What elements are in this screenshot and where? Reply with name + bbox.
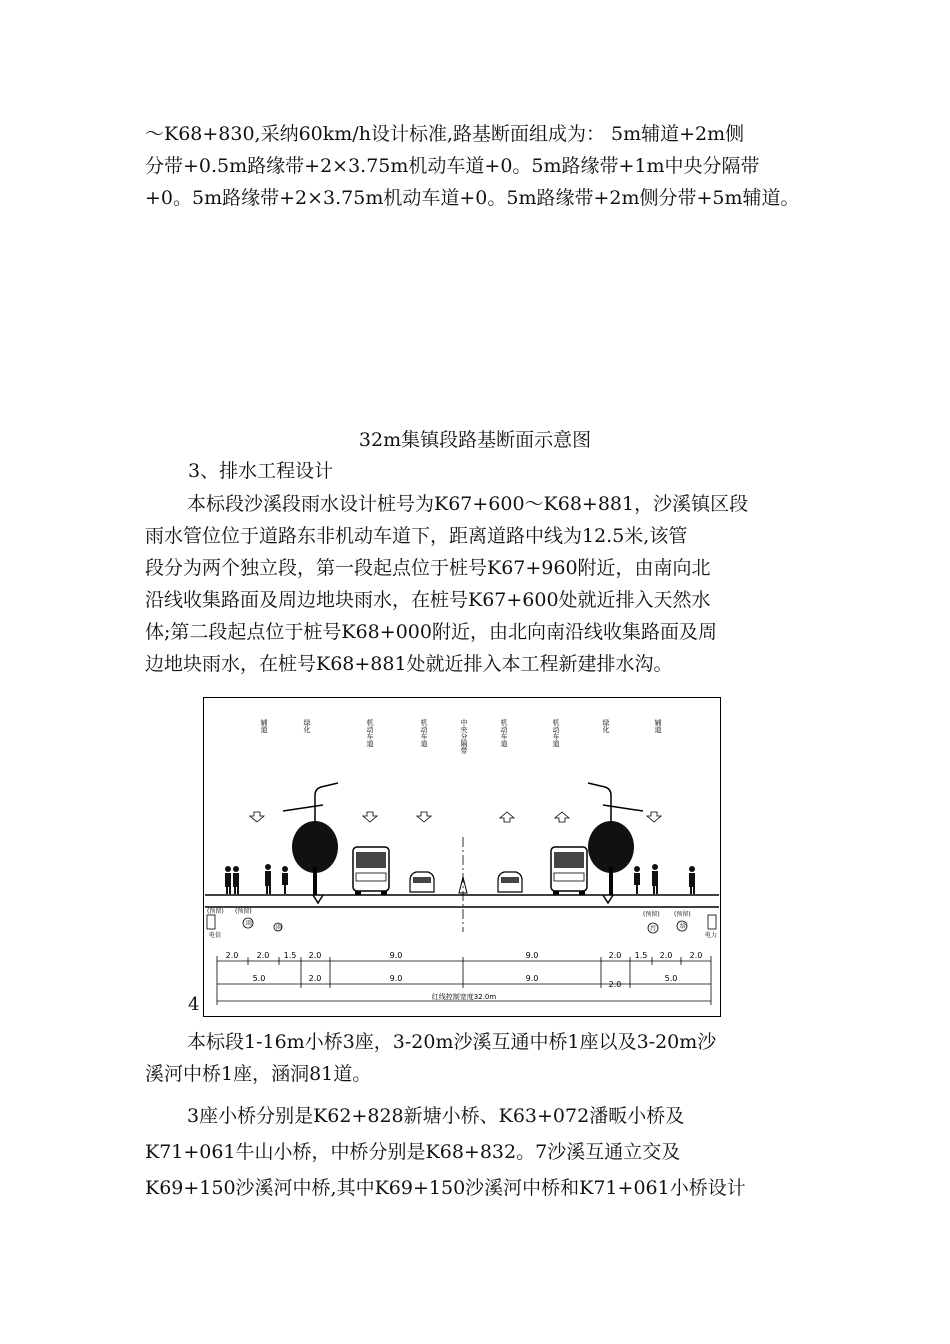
- dimension-label: 2.0: [659, 951, 673, 960]
- lane-label: 绿化: [303, 719, 311, 733]
- lane-label: 机动车道: [500, 719, 508, 747]
- lane-label: 机动车道: [420, 719, 428, 747]
- pipe-label: 雨: [246, 920, 253, 927]
- pipe-label: 污: [650, 925, 657, 932]
- car-icon: [498, 872, 522, 892]
- dimension-label: 2.0: [225, 951, 239, 960]
- total-width-label: 红线控制宽度32.0m: [431, 993, 497, 1001]
- drainage-line: 沿线收集路面及周边地块雨水，在桩号K67+600处就近排入天然水: [145, 589, 711, 611]
- drainage-line: 本标段沙溪段雨水设计桩号为K67+600～K68+881，沙溪镇区段: [187, 493, 749, 515]
- pipe-label: (预留): [643, 911, 660, 918]
- section-heading: 3、排水工程设计: [188, 460, 334, 482]
- dimension-label: 2.0: [256, 951, 270, 960]
- intro-line: 分带+0.5m路缘带+2×3.75m机动车道+0。5m路缘带+1m中央分隔带: [145, 155, 760, 177]
- pipe-label: 电力: [705, 932, 718, 939]
- lane-label: 辅道: [260, 719, 268, 733]
- bus-icon: [353, 847, 389, 895]
- figure-number: 4: [188, 994, 200, 1015]
- dimension-label: 2.0: [608, 951, 622, 960]
- pipe-label: (预留): [235, 908, 252, 915]
- bridge-line: 本标段1-16m小桥3座，3-20m沙溪互通中桥1座以及3-20m沙: [187, 1031, 717, 1053]
- drainage-line: 边地块雨水，在桩号K68+881处就近排入本工程新建排水沟。: [145, 653, 673, 675]
- dimension-label: 9.0: [389, 951, 403, 960]
- intro-paragraph: [145, 118, 805, 214]
- road-cross-section-diagram: [203, 697, 721, 1017]
- figure-caption: 32m集镇段路基断面示意图: [358, 429, 592, 451]
- bridge-line: K69+150沙溪河中桥,其中K69+150沙溪河中桥和K71+061小桥设计: [145, 1177, 746, 1199]
- dimension-label: 2.0: [308, 974, 322, 983]
- pipe-label: (预留): [207, 908, 224, 915]
- intro-line: ～K68+830,采纳60km/h设计标准,路基断面组成为： 5m辅道+2m侧: [145, 123, 745, 145]
- bridge-line: K71+061牛山小桥，中桥分别是K68+832。7沙溪互通立交及: [145, 1141, 681, 1163]
- drainage-line: 段分为两个独立段，第一段起点位于桩号K67+960附近，由南向北: [145, 557, 711, 579]
- drainage-line: 雨水管位位于道路东非机动车道下，距离道路中线为12.5米,该管: [145, 525, 688, 547]
- lane-label: 绿化: [602, 719, 610, 733]
- dimension-label: 2.0: [608, 980, 622, 989]
- lane-label: 辅道: [654, 719, 662, 733]
- lane-label: 机动车道: [552, 719, 560, 747]
- bridge-paragraph-2: [145, 1098, 805, 1206]
- dimension-label: 9.0: [389, 974, 403, 983]
- drainage-line: 体;第二段起点位于桩号K68+000附近，由北向南沿线收集路面及周: [145, 621, 717, 643]
- dimension-label: 1.5: [283, 951, 297, 960]
- pipe-label: 给: [680, 923, 687, 930]
- dimension-label: 9.0: [525, 951, 539, 960]
- dimension-label: 1.5: [634, 951, 648, 960]
- pipe-label: (预留): [674, 911, 691, 918]
- pipe-label: 电信: [209, 932, 222, 939]
- bridge-line: 溪河中桥1座，涵洞81道。: [145, 1063, 372, 1085]
- car-icon: [410, 872, 434, 892]
- intro-line: +0。5m路缘带+2×3.75m机动车道+0。5m路缘带+2m侧分带+5m辅道。: [145, 187, 800, 209]
- dimension-label: 2.0: [689, 951, 703, 960]
- dimension-label: 5.0: [664, 974, 678, 983]
- lane-label: 中央分隔带: [460, 719, 468, 754]
- drainage-paragraph: [145, 488, 805, 680]
- bus-icon: [551, 847, 587, 895]
- lane-label: 机动车道: [366, 719, 374, 747]
- dimension-label: 5.0: [252, 974, 266, 983]
- dimension-label: 2.0: [308, 951, 322, 960]
- pipe-label: 雨: [276, 924, 283, 931]
- dimension-label: 9.0: [525, 974, 539, 983]
- bridge-line: 3座小桥分别是K62+828新塘小桥、K63+072潘畈小桥及: [187, 1105, 685, 1127]
- bridge-paragraph: [145, 1026, 805, 1090]
